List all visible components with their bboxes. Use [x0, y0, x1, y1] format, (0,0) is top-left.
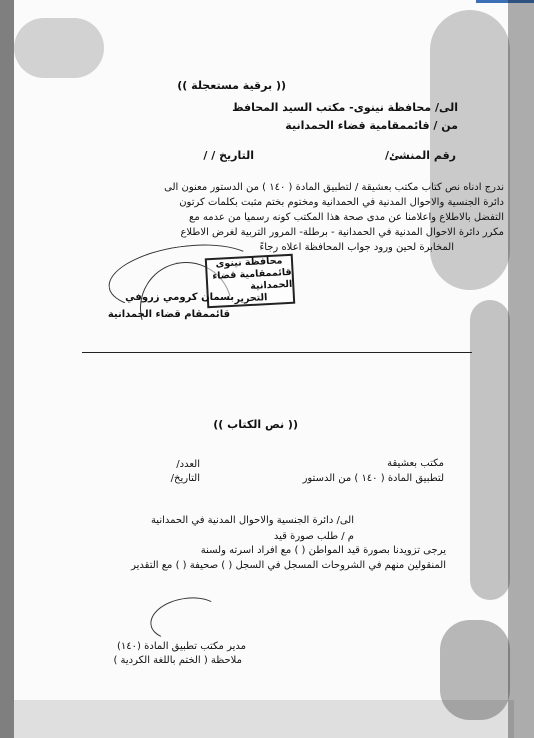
- stamp-line-1: محافظة نينوى: [215, 255, 283, 270]
- body-line-2: دائرة الجنسية والاحوال المدنية في الحمدانية ومختوم بختم مثبت بكلمات كرتون: [179, 197, 504, 208]
- footer-signature-scribble: [147, 592, 225, 646]
- to-line: الى/ محافظة نينوى- مكتب السيد المحافظ: [232, 101, 458, 114]
- scan-noise-top-left: [14, 18, 104, 78]
- ref-label: رقم المنشئ/: [384, 149, 456, 162]
- quoted-date-label: التاريخ/: [170, 473, 200, 484]
- body-line-5: المخابرة لحين ورود جواب المحافظة اعلاه رجاءً: [259, 242, 454, 253]
- stamp-line-3: التحرير: [234, 292, 268, 305]
- quoted-request-line-1: يرجى تزويدنا بصورة قيد المواطن ( ) مع افراد اسرته ولسنة: [200, 545, 446, 556]
- scan-noise-right-edge: [508, 0, 534, 738]
- body-line-1: ندرج ادناه نص كتاب مكتب بعشيقة / لتطبيق المادة ( ١٤٠ ) من الدستور معنون الى: [164, 182, 504, 193]
- scan-edge-mark: [476, 0, 534, 3]
- signer-name: بسمان كرومي زروفي: [125, 292, 234, 303]
- quoted-to-line: الى/ دائرة الجنسية والاحوال المدنية في الحمدانية: [150, 515, 354, 526]
- quoted-office: مكتب بعشيقة: [387, 458, 444, 469]
- body-line-3: التفضل بالاطلاع واعلامنا عن مدى صحة هذا المكتب كونه رسميا من عدمه مع: [189, 212, 504, 223]
- stamp-line-2: قائممقامية قضاء الحمدانية: [212, 266, 293, 292]
- quoted-heading: (( نص الكتاب )): [213, 418, 298, 431]
- from-line: من / قائممقامية قضاء الحمدانية: [285, 119, 458, 132]
- signer-title: قائممقام قضاء الحمدانية: [107, 309, 230, 320]
- quoted-office-sub: لتطبيق المادة ( ١٤٠ ) من الدستور: [302, 473, 444, 484]
- quoted-footer-line-2: ملاحظة ( الختم باللغة الكردية ): [113, 655, 242, 666]
- quoted-footer-line-1: مدير مكتب تطبيق المادة (١٤٠): [117, 641, 246, 652]
- quoted-subject: م / طلب صورة قيد: [273, 531, 354, 542]
- scan-noise-mid-right: [470, 300, 510, 600]
- quoted-number-label: العدد/: [176, 459, 200, 470]
- scan-noise-left-edge: [0, 0, 14, 738]
- body-line-4: مكرر دائرة الاحوال المدنية في الحمدانية - برطلة- المرور التربية لغرض الاطلاع: [180, 227, 504, 238]
- quoted-request-line-2: المنقولين منهم في الشروحات المسجل في السجل ( ) صحيفة ( ) مع التقدير: [131, 560, 446, 571]
- scan-noise-bottom-right: [440, 620, 510, 720]
- date-label: التاريخ / /: [203, 149, 254, 162]
- scan-noise-bottom: [14, 700, 514, 738]
- separator-line: [82, 352, 472, 353]
- telegram-title: (( برقية مستعجلة )): [177, 79, 286, 92]
